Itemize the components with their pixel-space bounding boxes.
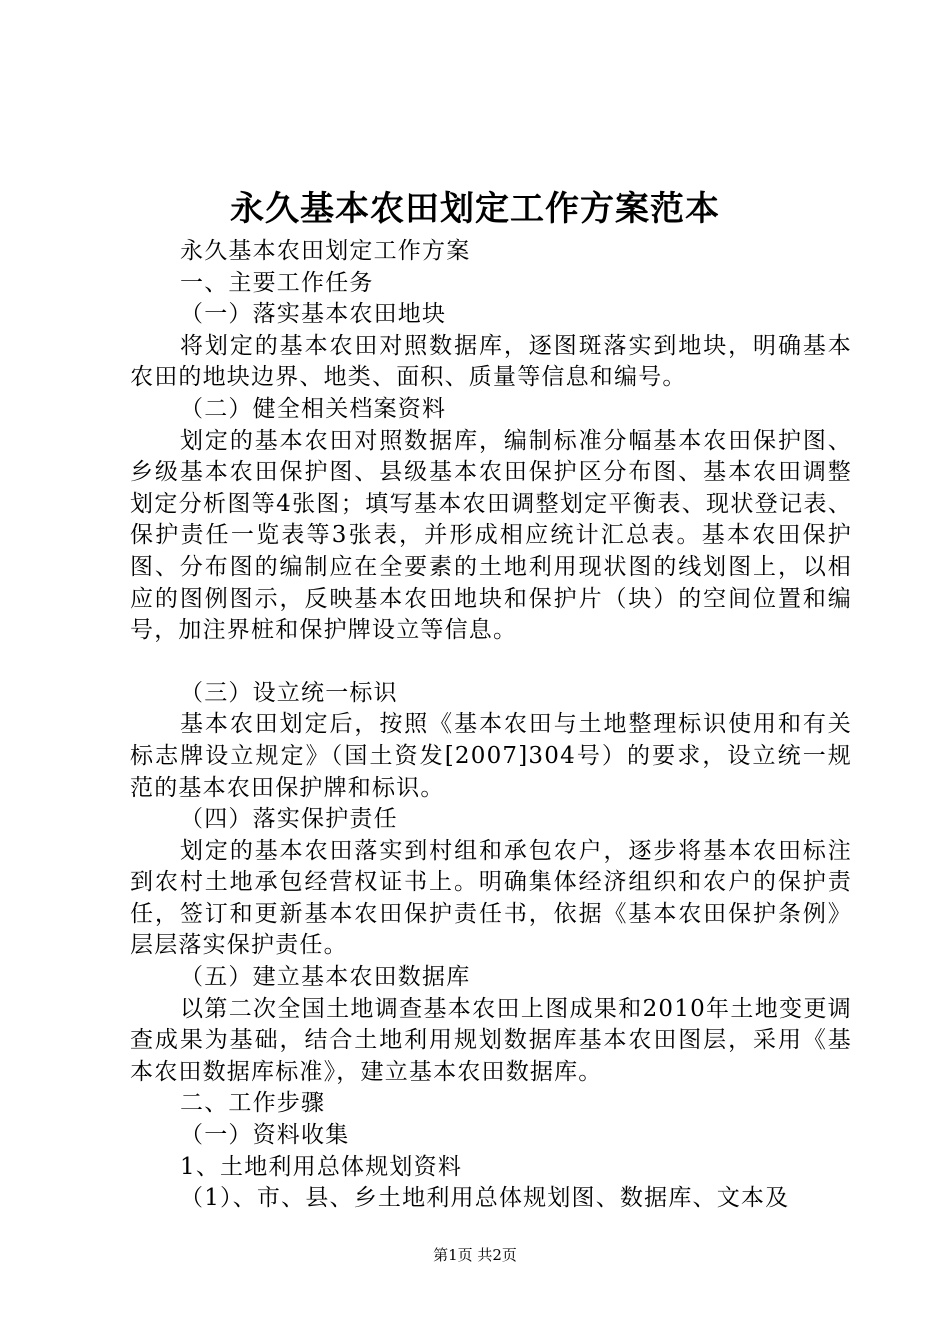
subsection-heading-3: （三）设立统一标识 — [180, 679, 398, 706]
item-1: （1）、市、县、乡土地利用总体规划图、数据库、文本及 — [180, 1185, 790, 1212]
subsection-heading-5: （五）建立基本农田数据库 — [180, 964, 471, 991]
section-heading-work-steps: 二、工作步骤 — [180, 1090, 326, 1117]
subsection-heading-data-collection: （一）资料收集 — [180, 1122, 350, 1149]
paragraph-5: 以第二次全国土地调查基本农田上图成果和2010年土地变更调查成果为基础，结合土地利用规划数据库基本农田图层，采用《基本农田数据库标准》，建立基本农田数据库。 — [130, 995, 852, 1085]
page-footer: 第1页 共2页 — [433, 1246, 517, 1264]
item-heading-land-use-plan: 1、土地利用总体规划资料 — [180, 1153, 463, 1180]
subsection-heading-2: （二）健全相关档案资料 — [180, 395, 447, 422]
paragraph-2: 划定的基本农田对照数据库，编制标准分幅基本农田保护图、乡级基本农田保护图、县级基本农田保护区分布图、基本农田调整划定分析图等4张图；填写基本农田调整划定平衡表、现状登记表、保护责任一览表等3张表，并形成相应统计汇总表。基本农田保护图、分布图的编制应在全要素的土地利用现状图的线划图上，以相应的图例图示，反映基本农田地块和保护片（块）的空间位置和编号，加注界桩和保护牌设立等信息。 — [130, 427, 852, 644]
document-body — [130, 236, 852, 1215]
section-heading-main-tasks: 一、主要工作任务 — [180, 269, 374, 296]
document-title: 永久基本农田划定工作方案范本 — [230, 189, 720, 229]
paragraph-3: 基本农田划定后，按照《基本农田与土地整理标识使用和有关标志牌设立规定》（国土资发[2007]304号）的要求，设立统一规范的基本农田保护牌和标识。 — [130, 711, 852, 801]
paragraph-plan-name: 永久基本农田划定工作方案 — [180, 238, 471, 264]
subsection-heading-4: （四）落实保护责任 — [180, 806, 398, 833]
paragraph-1: 将划定的基本农田对照数据库，逐图斑落实到地块，明确基本农田的地块边界、地类、面积、质量等信息和编号。 — [130, 332, 852, 391]
paragraph-4: 划定的基本农田落实到村组和承包农户，逐步将基本农田标注到农村土地承包经营权证书上。明确集体经济组织和农户的保护责任，签订和更新基本农田保护责任书，依据《基本农田保护条例》层层落实保护责任。 — [130, 837, 852, 959]
subsection-heading-1: （一）落实基本农田地块 — [180, 301, 447, 328]
